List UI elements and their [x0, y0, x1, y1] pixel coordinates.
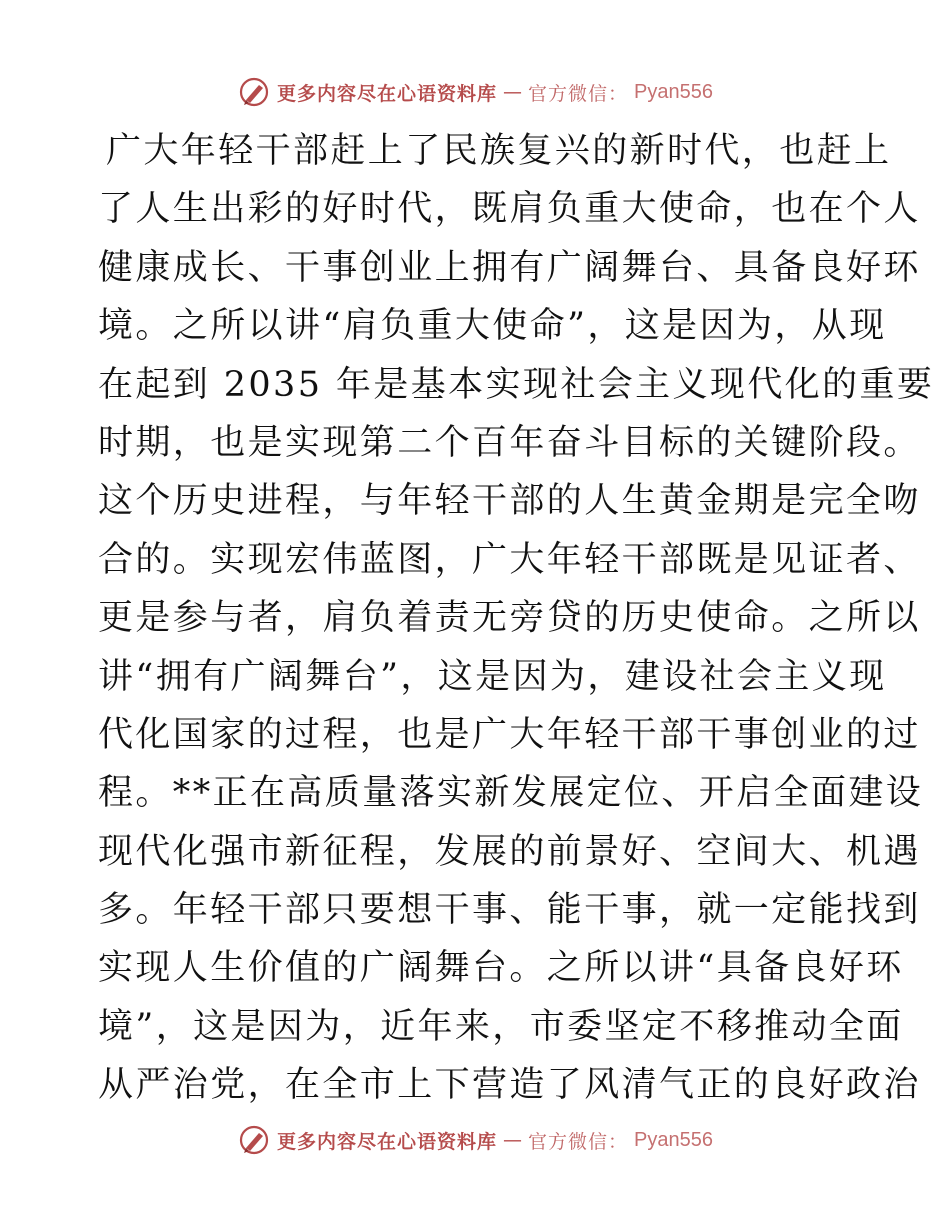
watermark-wechat-id: Pyan556 — [634, 80, 713, 103]
watermark-main-text: 更多内容尽在心语资料库 — [277, 82, 498, 105]
text-line-15: 实现人生价值的广阔舞台。之所以讲“具备良好环 — [98, 948, 904, 989]
pen-logo-icon — [237, 75, 271, 109]
text-line-4: 境。之所以讲“肩负重大使命”，这是因为，从现 — [98, 306, 887, 347]
text-line-8: 合的。实现宏伟蓝图，广大年轻干部既是见证者、 — [98, 539, 921, 580]
text-line-9: 更是参与者，肩负着责无旁贷的历史使命。之所以 — [98, 598, 921, 639]
watermark-sub-text: 官方微信： — [528, 1130, 629, 1153]
text-line-3: 健康成长、干事创业上拥有广阔舞台、具备良好环 — [98, 247, 921, 288]
text-line-16: 境”，这是因为，近年来，市委坚定不移推动全面 — [98, 1006, 904, 1047]
pen-logo-icon — [237, 1123, 271, 1157]
watermark-sub-text: 官方微信： — [528, 82, 629, 105]
text-line-2: 了人生出彩的好时代，既肩负重大使命，也在个人 — [98, 189, 921, 230]
text-line-1: 广大年轻干部赶上了民族复兴的新时代，也赶上 — [106, 131, 892, 171]
text-line-17: 从严治党，在全市上下营造了风清气正的良好政治 — [98, 1065, 921, 1106]
watermark-dash: — — [503, 81, 523, 103]
document-body — [98, 122, 935, 1115]
text-line-5: 在起到 2035 年是基本实现社会主义现代化的重要 — [98, 364, 935, 405]
text-line-12: 程。**正在高质量落实新发展定位、开启全面建设 — [98, 773, 924, 814]
watermark-main-text: 更多内容尽在心语资料库 — [277, 1130, 498, 1153]
footer-watermark — [0, 1120, 950, 1160]
text-line-14: 多。年轻干部只要想干事、能干事，就一定能找到 — [98, 890, 921, 931]
text-line-13: 现代化强市新征程，发展的前景好、空间大、机遇 — [98, 831, 921, 872]
text-line-11: 代化国家的过程，也是广大年轻干部干事创业的过 — [98, 714, 921, 755]
watermark-wechat-id: Pyan556 — [634, 1128, 713, 1151]
watermark-dash: — — [503, 1129, 523, 1151]
text-line-10: 讲“拥有广阔舞台”，这是因为，建设社会主义现 — [98, 656, 887, 697]
text-line-6: 时期，也是实现第二个百年奋斗目标的关键阶段。 — [98, 422, 921, 463]
text-line-7: 这个历史进程，与年轻干部的人生黄金期是完全吻 — [98, 481, 921, 522]
header-watermark — [0, 72, 950, 112]
